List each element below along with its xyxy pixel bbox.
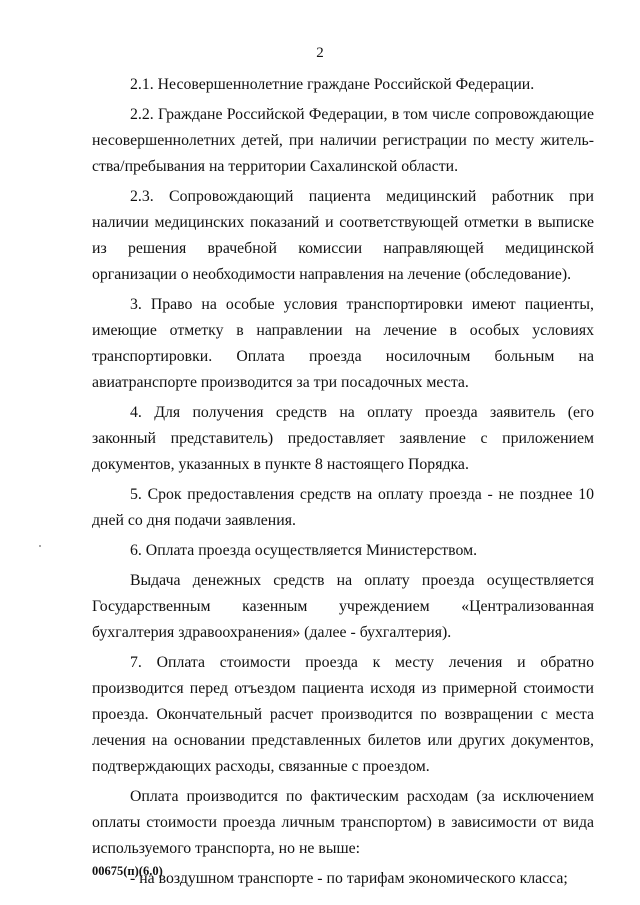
paragraph-6-payment: Выдача денежных средств на оплату проезда осуществляется Государственным казенным учреждением «Централизованная бухгалтерия здравоохранения» (далее - бухгалтерия). [92,572,594,641]
list-item-air-transport: - на воздушном транспорте - по тарифам экономического класса; [130,870,568,887]
paragraph-3: 3. Право на особые условия транспортировки имеют пациенты, имеющие отметку в направлении на лечение в особых условиях транспортировки. Оплата проезда носилочным больным на авиатранспорте производится за три посадочных места. [92,296,594,391]
paragraph-5: 5. Срок предоставления средств на оплату проезда - не позднее 10 дней со дня подачи заявления. [92,486,594,529]
paragraph-7: 7. Оплата стоимости проезда к месту лечения и обратно производится перед отъездом пациента исходя из примерной стоимости проезда. Окончательный расчет производится по возвращении с места лечения на основании представленных билетов или других документов, подтверждающих расходы, связанные с проездом. [92,654,594,775]
paragraph-2-1: 2.1. Несовершеннолетние граждане Российской Федерации. [130,76,535,93]
paragraph-2-3: 2.3. Сопровождающий пациента медицинский работник при наличии медицинских показаний и соответствующей отметки в выписке из решения врачебной комиссии направляющей медицинской организации о необходимости направления на лечение (обследование). [92,188,594,283]
paragraph-2-2: 2.2. Граждане Российской Федерации, в том числе сопровождающие несовершеннолетних детей, при наличии регистрации по месту жительства/пребывания на территории Сахалинской области. [92,106,594,175]
document-code: 00675(п)(6.0) [92,864,163,878]
scan-speck [39,545,41,547]
paragraph-6: 6. Оплата проезда осуществляется Министерством. [130,542,478,559]
page-number: 2 [316,45,324,61]
paragraph-7-payment-limits: Оплата производится по фактическим расходам (за исключением оплаты стоимости проезда личным транспортом) в зависимости от вида используемого транспорта, но не выше: [92,788,594,857]
document-body [92,72,594,896]
paragraph-4: 4. Для получения средств на оплату проезда заявитель (его законный представитель) предоставляет заявление с приложением документов, указанных в пункте 8 настоящего Порядка. [92,404,594,473]
